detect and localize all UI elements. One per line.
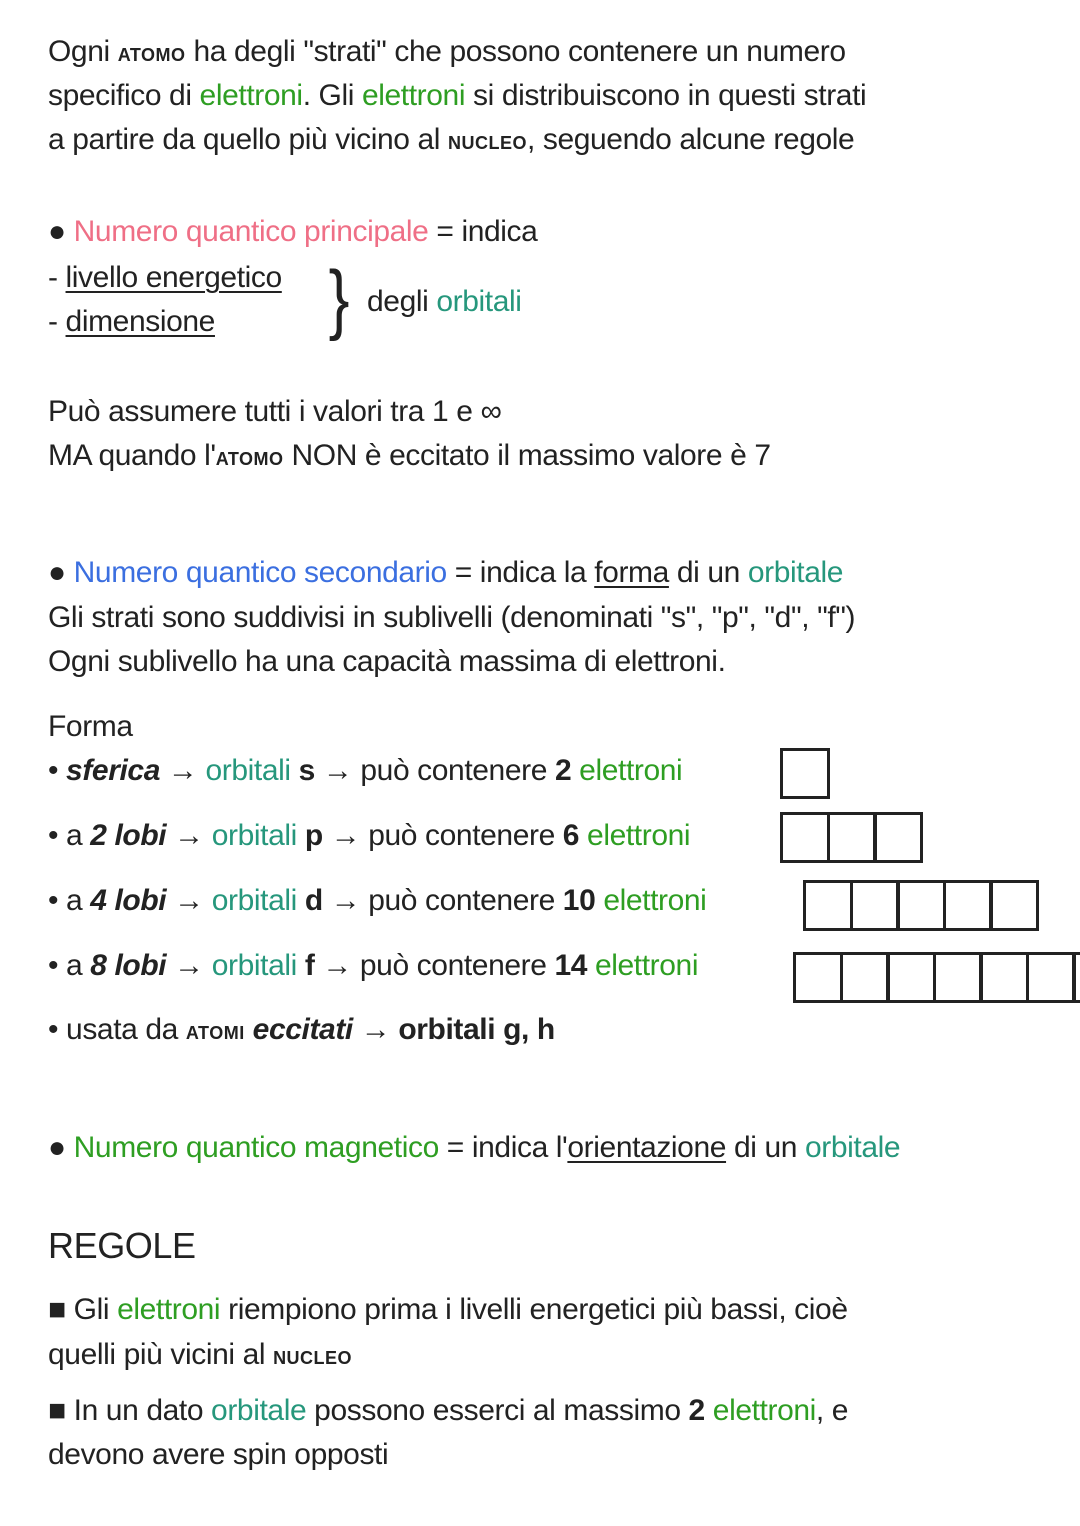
text-segment: → può contenere (314, 754, 555, 787)
orbital-box (886, 952, 936, 1003)
text-segment: sferica (66, 754, 160, 787)
text-segment: → (160, 754, 206, 787)
text-segment: ● (48, 215, 74, 248)
orbital-boxes-d (803, 880, 1036, 931)
text-line (48, 600, 855, 636)
text-line (48, 78, 866, 114)
text-segment: livello energetico (65, 261, 282, 294)
orbital-box (943, 880, 993, 931)
orbital-boxes-p (780, 812, 920, 863)
text-line (48, 1130, 900, 1166)
orbital-box (840, 952, 890, 1003)
orbital-box (827, 812, 877, 863)
text-segment: Forma (48, 710, 133, 743)
text-segment: → (352, 1013, 399, 1046)
text-segment: p (296, 819, 323, 852)
text-segment: 14 (554, 949, 588, 982)
text-segment: orbitali g, h (398, 1013, 555, 1046)
orbital-box (979, 952, 1029, 1003)
text-segment: 2 lobi (90, 819, 167, 852)
text-segment (245, 1013, 253, 1046)
text-segment: . Gli (302, 79, 362, 112)
text-segment: Ogni (48, 35, 118, 68)
text-segment: 6 (562, 819, 580, 852)
text-line (48, 948, 698, 984)
text-segment: quelli più vicini al (48, 1338, 274, 1371)
text-segment: Gli strati sono suddivisi in sublivelli (denominati "s", "p", "d", "f") (48, 601, 856, 634)
text-segment (571, 754, 579, 787)
orbital-box (1072, 952, 1080, 1003)
text-segment: elettroni (603, 884, 707, 917)
text-segment: nucleo (447, 125, 527, 155)
text-segment: degli (367, 285, 437, 318)
text-segment: 2 (688, 1394, 705, 1427)
text-segment: • (48, 754, 67, 787)
orbital-box (780, 812, 830, 863)
text-segment: - (48, 261, 66, 294)
text-segment: specifico di (48, 79, 200, 112)
text-segment: → (166, 884, 212, 917)
text-segment (579, 819, 587, 852)
text-segment: ■ Gli (48, 1293, 118, 1326)
text-segment: orbitali (211, 949, 297, 982)
text-segment: → può contenere (322, 884, 563, 917)
text-segment: elettroni (712, 1394, 816, 1427)
text-segment: • a (48, 949, 91, 982)
text-line (48, 122, 854, 158)
text-segment: a partire da quello più vicino al (48, 123, 448, 156)
text-segment: si distribuiscono in questi strati (465, 79, 867, 112)
orbital-boxes-s (780, 748, 827, 799)
text-segment: orbitale (211, 1394, 307, 1427)
orbital-box (896, 880, 946, 931)
text-line (48, 555, 843, 591)
text-segment: riempiono prima i livelli energetici più bassi, cioè (220, 1293, 848, 1326)
text-segment: = indica la (446, 556, 595, 589)
text-line (48, 709, 133, 745)
text-segment: Può assumere tutti i valori tra 1 e ∞ (48, 395, 502, 428)
text-segment: d (296, 884, 323, 917)
text-segment: f (296, 949, 315, 982)
text-line (48, 644, 726, 680)
text-segment: 2 (554, 754, 572, 787)
text-segment: Ogni sublivello ha una capacità massima di elettroni. (48, 645, 726, 678)
text-segment: s (290, 754, 315, 787)
text-segment: di un (726, 1131, 805, 1164)
text-segment: orientazione (567, 1131, 727, 1164)
text-segment: ● (48, 1131, 74, 1164)
text-segment: orbitali (211, 884, 297, 917)
text-segment: , seguendo alcune regole (526, 123, 855, 156)
text-segment: devono avere spin opposti (48, 1438, 389, 1471)
text-segment: dimensione (65, 305, 215, 338)
text-segment: eccitati (252, 1013, 353, 1046)
text-segment: atomi (185, 1015, 245, 1045)
text-segment: orbitali (211, 819, 297, 852)
text-line (367, 284, 522, 320)
text-segment: elettroni (361, 79, 466, 112)
orbital-box (1026, 952, 1076, 1003)
text-line (48, 883, 706, 919)
text-segment: elettroni (594, 949, 699, 982)
orbital-box (873, 812, 923, 863)
text-segment: - (48, 305, 66, 338)
text-line (48, 1225, 196, 1267)
text-segment (705, 1394, 713, 1427)
text-segment: forma (594, 556, 669, 589)
text-segment: 8 lobi (90, 949, 167, 982)
text-line (48, 1437, 388, 1473)
text-segment (587, 949, 595, 982)
orbital-box (850, 880, 900, 931)
text-segment: • usata da (48, 1013, 186, 1046)
text-segment: = indica l' (438, 1131, 568, 1164)
text-segment: → (166, 819, 212, 852)
text-line (48, 214, 537, 250)
text-segment: , e (815, 1394, 849, 1427)
orbital-box (989, 880, 1039, 931)
orbital-box (793, 952, 843, 1003)
text-line (48, 753, 682, 789)
text-line (48, 438, 771, 474)
orbital-boxes-f (793, 952, 1080, 1003)
text-segment: ■ In un dato (48, 1394, 212, 1427)
text-segment: ● (48, 556, 74, 589)
text-line (48, 34, 846, 70)
text-segment: 10 (562, 884, 596, 917)
text-segment: elettroni (117, 1293, 221, 1326)
text-segment: Numero quantico magnetico (73, 1131, 439, 1164)
orbital-box (933, 952, 983, 1003)
text-segment: atomo (117, 37, 186, 67)
text-segment: 4 lobi (90, 884, 167, 917)
text-line (48, 1292, 848, 1328)
text-segment: atomo (215, 441, 284, 471)
text-segment: orbitale (747, 556, 844, 589)
text-line (48, 1012, 555, 1048)
text-line (48, 1337, 352, 1373)
text-segment: elettroni (587, 819, 691, 852)
text-segment: elettroni (579, 754, 683, 787)
text-segment: • a (48, 819, 91, 852)
text-segment: = indica (428, 215, 538, 248)
text-line (48, 394, 501, 430)
text-segment: Numero quantico secondario (73, 556, 447, 589)
curly-brace: } (328, 254, 350, 342)
text-segment: possono esserci al massimo (306, 1394, 689, 1427)
text-segment: REGOLE (48, 1225, 196, 1266)
text-segment: orbitali (205, 754, 291, 787)
orbital-box (780, 748, 830, 799)
text-line (48, 1393, 848, 1429)
orbital-box (803, 880, 853, 931)
text-segment: orbitale (804, 1131, 901, 1164)
text-segment: NON è eccitato il massimo valore è 7 (283, 439, 771, 472)
text-segment: ha degli "strati" che possono contenere un numero (185, 35, 846, 68)
text-segment: Numero quantico principale (73, 215, 429, 248)
text-segment: orbitali (436, 285, 522, 318)
text-segment: • a (48, 884, 91, 917)
text-segment: → può contenere (314, 949, 555, 982)
text-segment: MA quando l' (48, 439, 216, 472)
text-segment: nucleo (273, 1340, 353, 1370)
text-segment: → (166, 949, 212, 982)
text-segment: di un (668, 556, 748, 589)
text-line (48, 260, 282, 296)
text-line (48, 304, 215, 340)
text-line (48, 818, 690, 854)
text-segment: elettroni (199, 79, 303, 112)
text-segment: → può contenere (322, 819, 563, 852)
